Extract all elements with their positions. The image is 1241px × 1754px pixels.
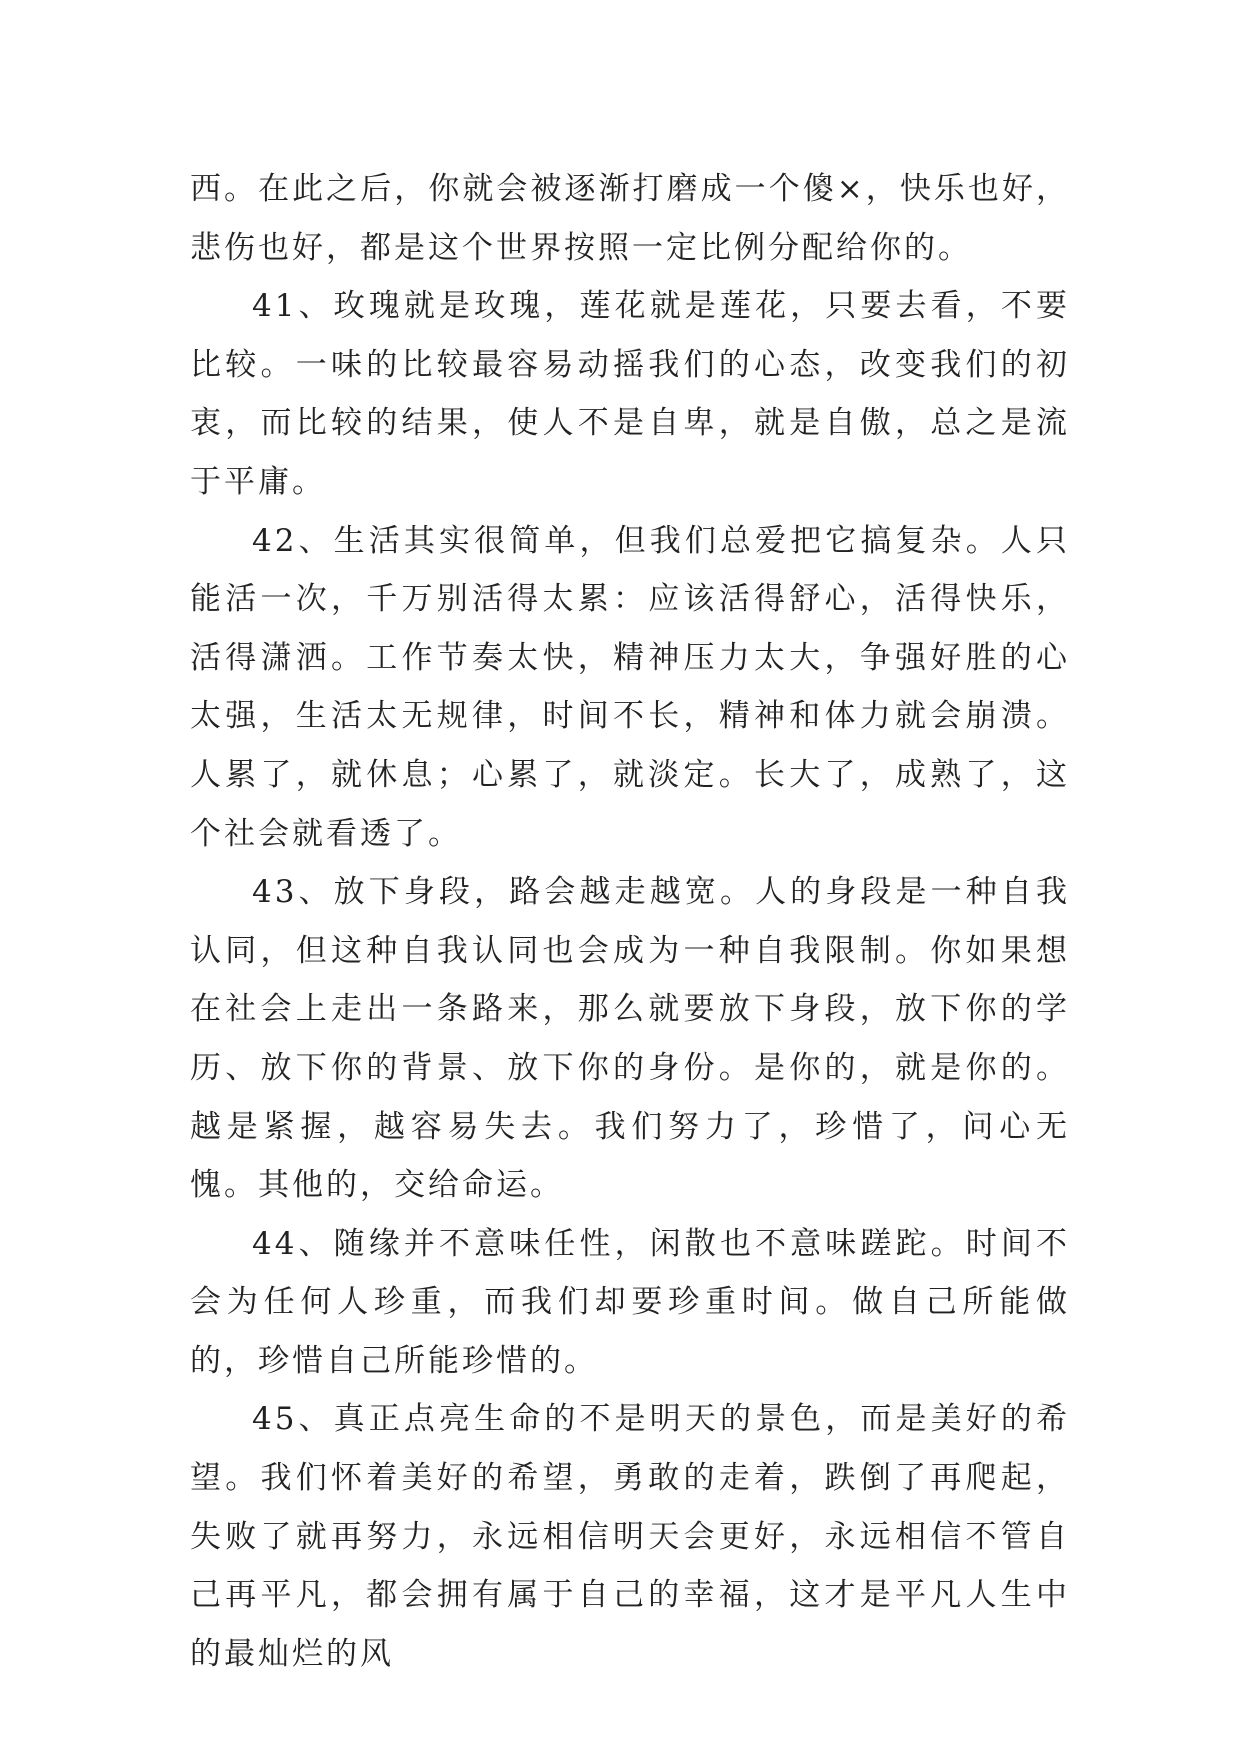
paragraph-41: 41、玫瑰就是玫瑰，莲花就是莲花，只要去看，不要比较。一味的比较最容易动摇我们的心态，改变我们的初衷，而比较的结果，使人不是自卑，就是自傲，总之是流于平庸。 (190, 288, 1070, 500)
paragraph-continuation: 西。在此之后，你就会被逐渐打磨成一个傻×，快乐也好，悲伤也好，都是这个世界按照一定比例分配给你的。 (190, 171, 1070, 266)
paragraph-43: 43、放下身段，路会越走越宽。人的身段是一种自我认同，但这种自我认同也会成为一种自我限制。你如果想在社会上走出一条路来，那么就要放下身段，放下你的学历、放下你的背景、放下你的身份。是你的，就是你的。越是紧握，越容易失去。我们努力了，珍惜了，问心无愧。其他的，交给命运。 (190, 874, 1070, 1204)
paragraph-44: 44、随缘并不意味任性，闲散也不意味蹉跎。时间不会为任何人珍重，而我们却要珍重时间。做自己所能做的，珍惜自己所能珍惜的。 (190, 1225, 1070, 1379)
document-body (190, 160, 1070, 1683)
paragraph-42: 42、生活其实很简单，但我们总爱把它搞复杂。人只能活一次，千万别活得太累：应该活得舒心，活得快乐，活得潇洒。工作节奏太快，精神压力太大，争强好胜的心太强，生活太无规律，时间不长，精神和体力就会崩溃。人累了，就休息；心累了，就淡定。长大了，成熟了，这个社会就看透了。 (190, 522, 1070, 852)
paragraph-45: 45、真正点亮生命的不是明天的景色，而是美好的希望。我们怀着美好的希望，勇敢的走着，跌倒了再爬起，失败了就再努力，永远相信明天会更好，永远相信不管自己再平凡，都会拥有属于自己的幸福，这才是平凡人生中的最灿烂的风 (190, 1401, 1070, 1672)
